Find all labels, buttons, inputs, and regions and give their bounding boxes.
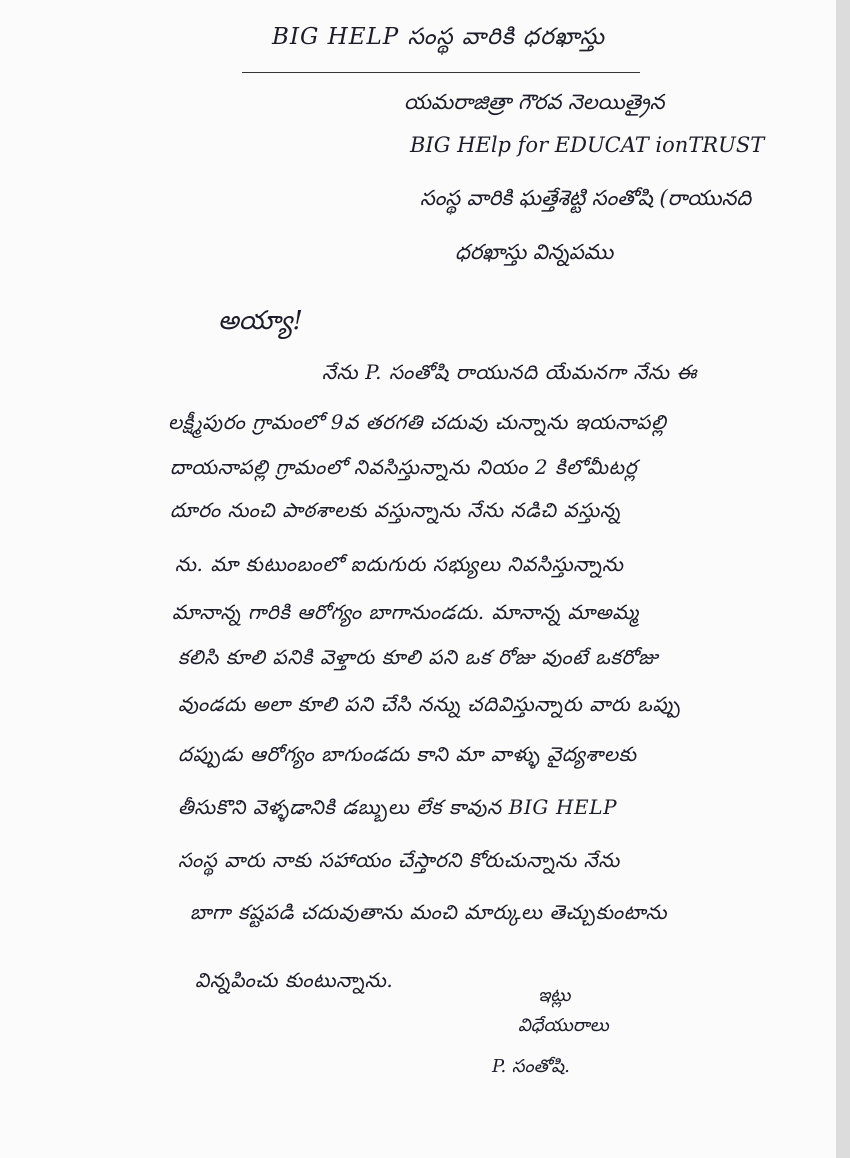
signature-name: P. సంతోషి. bbox=[492, 1056, 570, 1077]
letter-title: BIG HELP సంస్థ వారికి ధరఖాస్తు bbox=[272, 24, 605, 50]
body-line: విన్నపించు కుంటున్నాను. bbox=[195, 968, 394, 992]
address-line-4: ధరఖాస్తు విన్నపము bbox=[455, 240, 614, 264]
address-line-2: BIG HElp for EDUCAT ionTRUST bbox=[410, 133, 765, 157]
body-line: వుండదు అలా కూలి పని చేసి నన్ను చదివిస్తున్నారు వారు ఒప్పు bbox=[178, 692, 681, 716]
body-line: దప్పుడు ఆరోగ్యం బాగుండదు కాని మా వాళ్ళు వైద్యశాలకు bbox=[178, 742, 637, 766]
body-line: తీసుకొని వెళ్ళడానికి డబ్బులు లేక కావున BIG HELP bbox=[178, 795, 618, 819]
body-line: దూరం నుంచి పాఠశాలకు వస్తున్నాను నేను నడిచి వస్తున్న bbox=[170, 498, 621, 522]
body-line: కలిసి కూలి పనికి వెళ్తారు కూలి పని ఒక రోజు వుంటే ఒకరోజు bbox=[178, 645, 659, 669]
body-line: లక్ష్మీపురం గ్రామంలో 9వ తరగతి చదువు చున్నాను ఇయనాపల్లి bbox=[168, 410, 667, 434]
body-line: దాయనాపల్లి గ్రామంలో నివసిస్తున్నాను నియం 2 కిలోమీటర్ల bbox=[170, 455, 638, 479]
closing: ఇట్లు bbox=[538, 985, 571, 1006]
body-line: బాగా కష్టపడి చదువుతాను మంచి మార్కులు తెచ్చుకుంటాను bbox=[190, 900, 668, 924]
body-line: ను. మా కుటుంబంలో ఐదుగురు సభ్యులు నివసిస్తున్నాను bbox=[175, 552, 624, 576]
title-underline bbox=[242, 72, 640, 73]
address-line-3: సంస్థ వారికి ఘత్తేశెట్టి సంతోషి (రాయునది bbox=[420, 186, 752, 210]
address-line-1: యమరాజిత్రా గౌరవ నెలయిత్రైన bbox=[404, 90, 665, 114]
closing-title: విధేయురాలు bbox=[518, 1015, 609, 1036]
body-line: మానాన్న గారికి ఆరోగ్యం బాగానుండదు. మానాన్న మాఅమ్మ bbox=[172, 600, 639, 624]
body-line: నేను P. సంతోషి రాయునది యేమనగా నేను ఈ bbox=[322, 360, 698, 384]
salutation: అయ్యా! bbox=[218, 306, 303, 336]
body-line: సంస్థ వారు నాకు సహాయం చేస్తారని కోరుచున్నాను నేను bbox=[178, 848, 620, 872]
